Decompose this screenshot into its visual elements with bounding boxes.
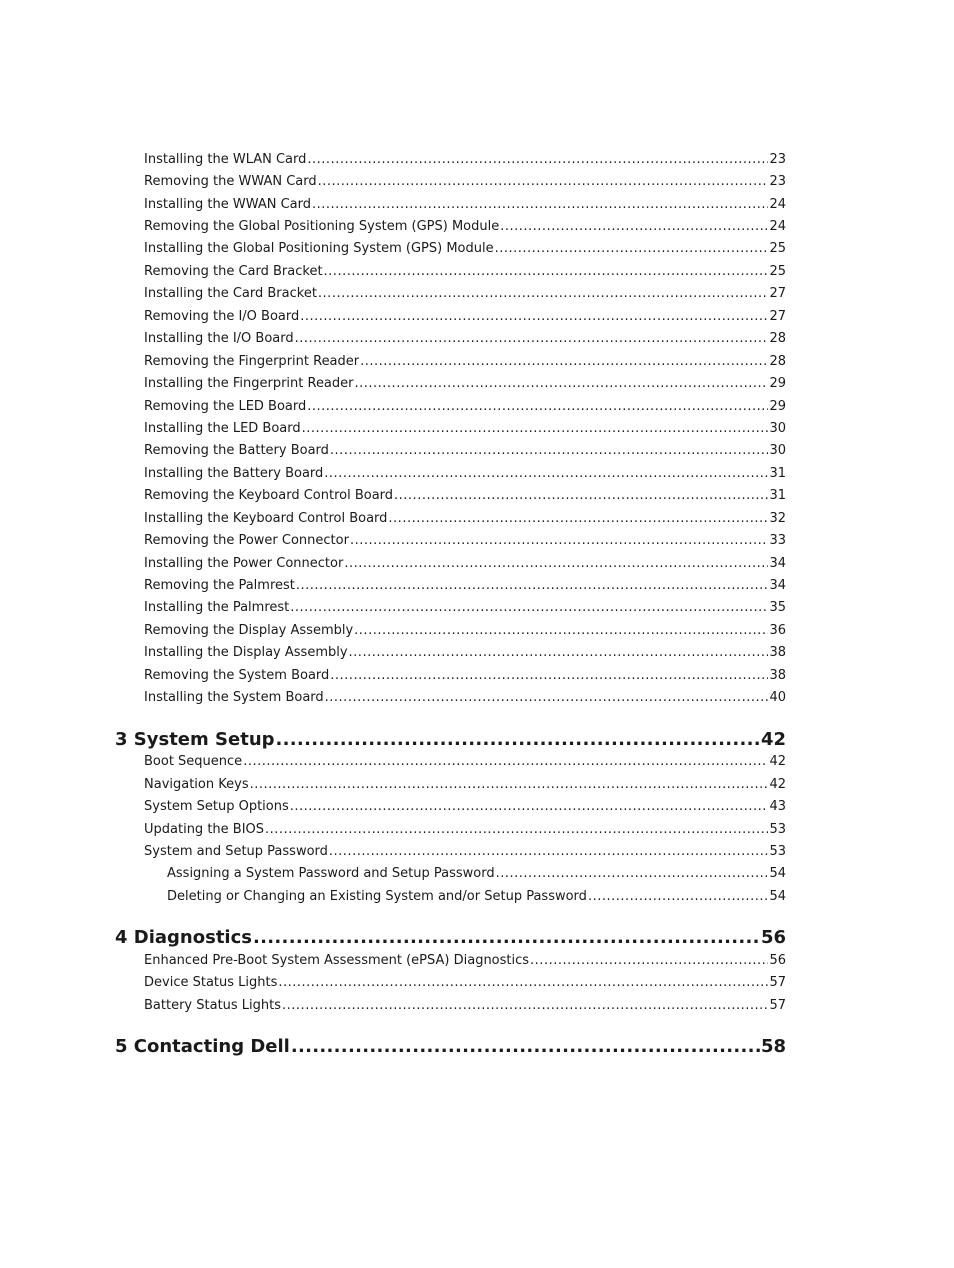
dot-leader (291, 1036, 760, 1057)
toc-entry[interactable] (144, 645, 786, 660)
toc-entry[interactable] (167, 866, 786, 881)
toc-entry-title: Device Status Lights (144, 975, 278, 990)
toc-entry-page-number: 29 (769, 376, 786, 391)
dot-leader (355, 376, 769, 391)
toc-entry-page-number: 54 (769, 866, 786, 881)
dot-leader (250, 777, 769, 792)
dot-leader (350, 533, 769, 548)
toc-entry[interactable] (144, 309, 786, 324)
dot-leader (307, 399, 768, 414)
toc-entry-title: Installing the LED Board (144, 421, 301, 436)
toc-entry[interactable] (144, 511, 786, 526)
toc-entry-title: Installing the Display Assembly (144, 645, 348, 660)
dot-leader (307, 152, 768, 167)
toc-entry[interactable] (144, 975, 786, 990)
toc-entry-page-number: 35 (769, 600, 786, 615)
dot-leader (354, 623, 768, 638)
toc-entry[interactable] (144, 844, 786, 859)
dot-leader (588, 889, 769, 904)
toc-entry-page-number: 31 (769, 488, 786, 503)
toc-entry-page-number: 23 (769, 152, 786, 167)
dot-leader (282, 998, 768, 1013)
toc-entry[interactable] (144, 421, 786, 436)
toc-entry-title: Installing the WLAN Card (144, 152, 307, 167)
toc-entry-page-number: 42 (769, 777, 786, 792)
toc-entry[interactable] (144, 600, 786, 615)
toc-entry-title: Installing the System Board (144, 690, 324, 705)
toc-entry[interactable] (144, 533, 786, 548)
toc-entry[interactable] (144, 174, 786, 189)
dot-leader (388, 511, 768, 526)
dot-leader (500, 219, 768, 234)
toc-entry-title: Removing the LED Board (144, 399, 307, 414)
dot-leader (253, 927, 760, 948)
toc-entry-page-number: 56 (769, 953, 786, 968)
toc-entry-page-number: 42 (760, 729, 786, 750)
toc-entry-title: Assigning a System Password and Setup Password (167, 866, 495, 881)
toc-entry[interactable] (144, 197, 786, 212)
dot-leader (530, 953, 768, 968)
dot-leader (495, 241, 769, 256)
dot-leader (278, 975, 768, 990)
toc-entry[interactable] (144, 466, 786, 481)
toc-chapter-entry[interactable] (115, 1036, 786, 1057)
toc-entry-page-number: 38 (769, 668, 786, 683)
toc-entry-page-number: 28 (769, 331, 786, 346)
dot-leader (290, 600, 768, 615)
toc-entry[interactable] (144, 822, 786, 837)
dot-leader (325, 690, 769, 705)
dot-leader (265, 822, 768, 837)
dot-leader (360, 354, 768, 369)
toc-entry[interactable] (144, 376, 786, 391)
toc-entry[interactable] (144, 399, 786, 414)
toc-entry-page-number: 57 (769, 998, 786, 1013)
toc-entry-page-number: 24 (769, 197, 786, 212)
toc-entry[interactable] (144, 264, 786, 279)
toc-entry[interactable] (144, 777, 786, 792)
toc-entry-page-number: 27 (769, 286, 786, 301)
toc-entry-page-number: 56 (760, 927, 786, 948)
toc-entry-page-number: 29 (769, 399, 786, 414)
dot-leader (318, 286, 769, 301)
toc-entry[interactable] (144, 241, 786, 256)
dot-leader (496, 866, 769, 881)
toc-entry-title: Installing the Palmrest (144, 600, 290, 615)
toc-entry-title: Installing the I/O Board (144, 331, 294, 346)
toc-entry-title: Installing the Card Bracket (144, 286, 317, 301)
toc-entry-page-number: 43 (769, 799, 786, 814)
toc-entry-page-number: 25 (769, 264, 786, 279)
dot-leader (324, 264, 769, 279)
toc-entry-page-number: 58 (760, 1036, 786, 1057)
toc-entry-title: Removing the WWAN Card (144, 174, 317, 189)
dot-leader (349, 645, 769, 660)
toc-entry-title: Installing the Fingerprint Reader (144, 376, 354, 391)
toc-entry-page-number: 27 (769, 309, 786, 324)
toc-entry[interactable] (144, 953, 786, 968)
dot-leader (296, 578, 769, 593)
dot-leader (324, 466, 768, 481)
toc-entry[interactable] (144, 799, 786, 814)
dot-leader (295, 331, 769, 346)
toc-entry-page-number: 23 (769, 174, 786, 189)
dot-leader (300, 309, 768, 324)
toc-entry[interactable] (144, 578, 786, 593)
toc-entry[interactable] (167, 889, 786, 904)
toc-entry[interactable] (144, 443, 786, 458)
toc-entry[interactable] (144, 331, 786, 346)
toc-entry[interactable] (144, 998, 786, 1013)
toc-entry-title: Installing the Global Positioning System (GPS) Module (144, 241, 494, 256)
toc-entry-title: Battery Status Lights (144, 998, 282, 1013)
toc-entry-page-number: 25 (769, 241, 786, 256)
toc-entry-title: System Setup Options (144, 799, 289, 814)
dot-leader (329, 844, 769, 859)
toc-entry-page-number: 33 (769, 533, 786, 548)
toc-entry-page-number: 30 (769, 443, 786, 458)
toc-entry-title: Installing the Keyboard Control Board (144, 511, 388, 526)
dot-leader (302, 421, 769, 436)
dot-leader (243, 754, 768, 769)
toc-entry[interactable] (144, 354, 786, 369)
toc-entry[interactable] (144, 754, 786, 769)
toc-entry-title: Removing the Global Positioning System (GPS) Module (144, 219, 500, 234)
dot-leader (276, 729, 760, 750)
toc-entry-title: Removing the Fingerprint Reader (144, 354, 360, 369)
toc-entry-page-number: 34 (769, 578, 786, 593)
toc-entry-page-number: 32 (769, 511, 786, 526)
dot-leader (330, 668, 768, 683)
toc-entry[interactable] (144, 556, 786, 571)
toc-entry-page-number: 36 (769, 623, 786, 638)
toc-entry[interactable] (144, 286, 786, 301)
toc-entry-title: Updating the BIOS (144, 822, 265, 837)
toc-entry[interactable] (144, 152, 786, 167)
toc-entry-title: Enhanced Pre-Boot System Assessment (ePSA) Diagnostics (144, 953, 530, 968)
toc-entry-title: 4 Diagnostics (115, 927, 252, 948)
toc-entry[interactable] (144, 690, 786, 705)
toc-entry-page-number: 31 (769, 466, 786, 481)
toc-entry-title: Installing the Power Connector (144, 556, 344, 571)
toc-entry-title: Removing the Keyboard Control Board (144, 488, 394, 503)
toc-entry[interactable] (144, 668, 786, 683)
toc-entry-page-number: 53 (769, 822, 786, 837)
toc-entry[interactable] (144, 623, 786, 638)
dot-leader (290, 799, 769, 814)
dot-leader (394, 488, 768, 503)
toc-entry-title: Removing the System Board (144, 668, 330, 683)
toc-entry-page-number: 38 (769, 645, 786, 660)
toc-entry[interactable] (144, 488, 786, 503)
toc-entry-page-number: 54 (769, 889, 786, 904)
toc-entry-title: Removing the Display Assembly (144, 623, 354, 638)
toc-entry-page-number: 57 (769, 975, 786, 990)
toc-entry-page-number: 42 (769, 754, 786, 769)
dot-leader (312, 197, 768, 212)
toc-entry-title: Removing the Battery Board (144, 443, 329, 458)
toc-entry-title: 3 System Setup (115, 729, 275, 750)
toc-entry-title: Navigation Keys (144, 777, 249, 792)
toc-entry-title: Deleting or Changing an Existing System and/or Setup Password (167, 889, 587, 904)
toc-entry-title: Installing the WWAN Card (144, 197, 311, 212)
toc-entry-title: System and Setup Password (144, 844, 328, 859)
toc-entry-title: Removing the Card Bracket (144, 264, 323, 279)
toc-entry-page-number: 28 (769, 354, 786, 369)
toc-entry-title: Removing the Power Connector (144, 533, 349, 548)
toc-entry-title: Installing the Battery Board (144, 466, 324, 481)
toc-entry[interactable] (144, 219, 786, 234)
dot-leader (344, 556, 768, 571)
toc-entry-page-number: 40 (769, 690, 786, 705)
toc-entry-title: Boot Sequence (144, 754, 243, 769)
dot-leader (318, 174, 769, 189)
toc-entry-page-number: 24 (769, 219, 786, 234)
toc-entry-page-number: 30 (769, 421, 786, 436)
toc-entry-title: 5 Contacting Dell (115, 1036, 290, 1057)
toc-entry-page-number: 34 (769, 556, 786, 571)
toc-chapter-entry[interactable] (115, 927, 786, 948)
dot-leader (330, 443, 769, 458)
toc-entry-title: Removing the Palmrest (144, 578, 295, 593)
toc-entry-title: Removing the I/O Board (144, 309, 300, 324)
toc-chapter-entry[interactable] (115, 729, 786, 750)
toc-entry-page-number: 53 (769, 844, 786, 859)
